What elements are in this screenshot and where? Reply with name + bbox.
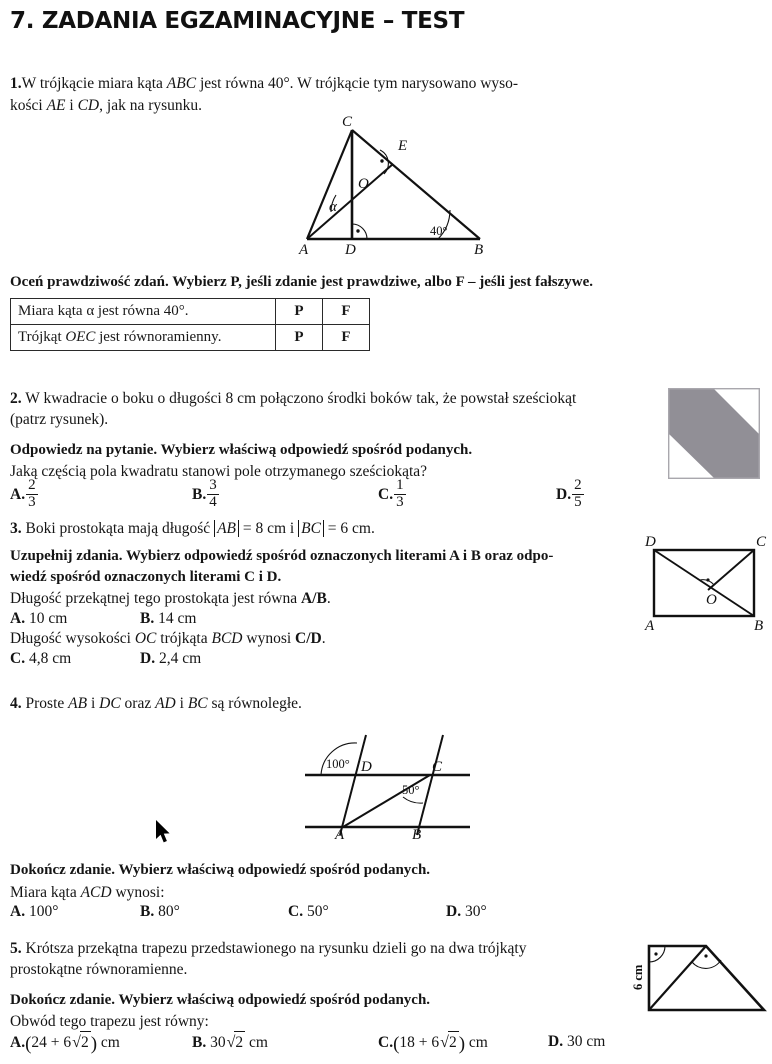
task5-line2: prostokątne równoramienne. — [10, 961, 188, 978]
task1-label-E: E — [398, 138, 408, 154]
task4-label-B: B — [412, 827, 422, 843]
task5-trapezoid-figure — [622, 932, 770, 1020]
task1-label-alpha: α — [329, 199, 337, 215]
task1-line1-b: jest równa 40°. W trójkącie tym narysowano wyso- — [196, 75, 519, 92]
task4-number: 4. — [10, 695, 22, 712]
task1-line2-b: , jak na rysunku. — [99, 97, 203, 114]
task3-label-B: B — [754, 618, 764, 634]
task2-answer-B[interactable]: B. $\frac{3}{4}$ — [192, 477, 217, 510]
task3-label-D: D — [645, 534, 656, 550]
task5-line1: 5. Krótsza przekątna trapezu przedstawionego na rysunku dzieli go na dwa trójkąty — [10, 940, 527, 957]
task1-row1-P[interactable]: P — [276, 325, 323, 351]
task4-label-angle-c: 50° — [402, 783, 420, 797]
task1-instruction: Oceń prawdziwość zdań. Wybierz P, jeśli zdanie jest prawdziwe, albo F – jeśli jest fałszywe. — [10, 274, 593, 290]
task4-label-angle-d: 100° — [326, 757, 350, 771]
task1-row0-F[interactable]: F — [323, 299, 370, 325]
task3-seg-bc: BC — [298, 520, 324, 537]
task3-seg-ab: AB — [214, 520, 239, 537]
task3-answer-C[interactable]: C. 4,8 cm — [10, 650, 72, 667]
task3-instruction-l2: wiedź spośród oznaczonych literami C i D. — [10, 569, 282, 585]
task3-instruction-l1: Uzupełnij zdania. Wybierz odpowiedź spośród oznaczonych literami A i B oraz odpo- — [10, 548, 554, 564]
task5-question: Obwód tego trapezu jest równy: — [10, 1013, 209, 1030]
mouse-cursor — [156, 820, 173, 845]
task1-row0-statement: Miara kąta α jest równa 40°. — [11, 299, 276, 325]
task1-ref-ae: AE — [46, 97, 66, 114]
table-row — [11, 325, 370, 351]
task5-side-label: 6 cm — [631, 964, 645, 990]
task1-line2-a: kości — [10, 97, 47, 114]
task3-label-O: O — [706, 592, 717, 608]
task4-answer-A[interactable]: A. 100° — [10, 903, 59, 920]
task2-line1-text: W kwadracie o boku o długości 8 cm połączono środki boków tak, że powstał sześciokąt — [25, 390, 577, 407]
task1-line1-a: W trójkącie miara kąta — [21, 75, 167, 92]
task5-answer-A[interactable]: A.(24 + 6√2 ) cm — [10, 1031, 120, 1055]
task1-triangle-figure — [290, 112, 500, 257]
task1-label-C: C — [342, 114, 353, 130]
task3-rectangle-figure — [640, 532, 770, 637]
task2-number: 2. — [10, 390, 22, 407]
task4-answer-C[interactable]: C. 50° — [288, 903, 329, 920]
task2-answer-D[interactable]: D. $\frac{2}{5}$ — [556, 477, 582, 510]
task1-row1-F[interactable]: F — [323, 325, 370, 351]
task2-answer-A[interactable]: A. $\frac{2}{3}$ — [10, 477, 36, 510]
task2-answer-C[interactable]: C. $\frac{1}{3}$ — [378, 477, 404, 510]
task1-label-D: D — [345, 242, 356, 258]
task3-label-C: C — [756, 534, 767, 550]
task3-line1: 3. Boki prostokąta mają długość AB = 8 cm i BC = 6 cm. — [10, 520, 375, 537]
task5-number: 5. — [10, 940, 22, 957]
task5-instruction: Dokończ zdanie. Wybierz właściwą odpowiedź spośród podanych. — [10, 992, 431, 1008]
task4-answer-D[interactable]: D. 30° — [446, 903, 487, 920]
task3-statement1: Długość przekątnej tego prostokąta jest równa A/B. — [10, 590, 331, 607]
task2-instruction: Odpowiedz na pytanie. Wybierz właściwą odpowiedź spośród podanych. — [10, 442, 473, 458]
task3-answer-D[interactable]: D. 2,4 cm — [140, 650, 202, 667]
task3-answer-A[interactable]: A. 10 cm — [10, 610, 68, 627]
task1-label-A: A — [299, 242, 309, 258]
task1-ref-abc: ABC — [166, 75, 197, 92]
task1-line2 — [10, 95, 202, 116]
task1-label-B: B — [474, 242, 484, 258]
task2-square-figure — [668, 388, 760, 479]
page-title: 7. ZADANIA EGZAMINACYJNE – TEST — [10, 8, 465, 34]
task4-parallel-lines-figure — [295, 735, 480, 843]
task1-line1 — [10, 73, 518, 94]
task1-row0-P[interactable]: P — [276, 299, 323, 325]
task2-question: Jaką częścią pola kwadratu stanowi pole otrzymanego sześciokąta? — [10, 463, 428, 480]
task1-label-O: O — [358, 176, 369, 192]
table-row — [11, 299, 370, 325]
task1-number: 1. — [10, 75, 22, 92]
task1-ref-cd: CD — [77, 97, 100, 114]
task4-label-A: A — [335, 827, 345, 843]
task4-line1: 4. Proste AB i DC oraz AD i BC są równoległe. — [10, 695, 302, 712]
task3-label-A: A — [645, 618, 655, 634]
task1-line2-mid: i — [65, 97, 78, 114]
task5-answer-D[interactable]: D. 30 cm — [548, 1033, 606, 1050]
task1-label-angle-b: 40° — [430, 224, 448, 238]
task4-question: Miara kąta ACD wynosi: — [10, 884, 165, 901]
task3-number: 3. — [10, 520, 22, 537]
task2-line1 — [10, 388, 576, 409]
task4-label-D: D — [361, 759, 372, 775]
task5-answer-C[interactable]: C.(18 + 6√2 ) cm — [378, 1031, 488, 1055]
task3-answer-B[interactable]: B. 14 cm — [140, 610, 197, 627]
task4-answer-B[interactable]: B. 80° — [140, 903, 180, 920]
task1-truefalse-table — [10, 298, 370, 351]
task5-answer-B[interactable]: B. 30√2 cm — [192, 1031, 268, 1053]
task1-row1-statement: Trójkąt OEC jest równoramienny. — [11, 325, 276, 351]
task3-statement2: Długość wysokości OC trójkąta BCD wynosi C/D. — [10, 630, 326, 647]
task2-line2: (patrz rysunek). — [10, 411, 109, 428]
task4-instruction: Dokończ zdanie. Wybierz właściwą odpowiedź spośród podanych. — [10, 862, 431, 878]
task4-label-C: C — [432, 759, 443, 775]
